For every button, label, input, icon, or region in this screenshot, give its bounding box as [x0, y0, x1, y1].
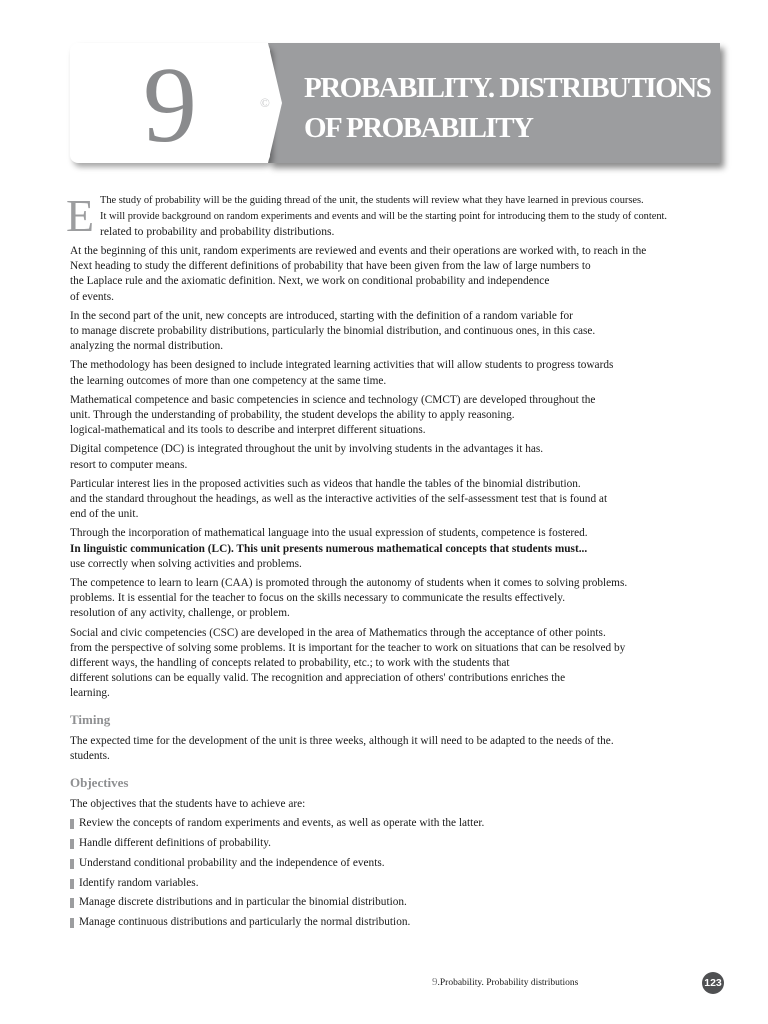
- page-number-badge: 123: [702, 972, 724, 994]
- text-line: the Laplace rule and the axiomatic definition. Next, we work on conditional probability and independence: [70, 275, 550, 288]
- objective-text: Review the concepts of random experiments and events, as well as operate with the latter.: [79, 817, 485, 830]
- chapter-number: 9: [143, 46, 197, 165]
- text-line: of events.: [70, 290, 114, 303]
- text-line: students.: [70, 749, 110, 762]
- intro-line: It will provide background on random experiments and events and will be the starting point for introducing them to the study of content.: [100, 210, 668, 222]
- text-line: end of the unit.: [70, 508, 139, 521]
- objective-item: [70, 836, 726, 851]
- timing-paragraph: [70, 734, 726, 764]
- intro-line: related to probability and probability distributions.: [100, 225, 335, 238]
- text-line: the learning outcomes of more than one competency at the same time.: [70, 374, 387, 387]
- text-line: Particular interest lies in the proposed activities such as videos that handle the tables of the binomial distribution.: [70, 477, 581, 490]
- text-line: different ways, the handling of concepts related to probability, etc.; to work with the students that: [70, 657, 510, 670]
- text-line: unit. Through the understanding of probability, the student develops the ability to apply reasoning.: [70, 409, 515, 422]
- text-line: use correctly when solving activities and problems.: [70, 557, 302, 570]
- drop-cap: E: [66, 190, 95, 241]
- text-line: Next heading to study the different definitions of probability that have been given from the law of large numbers to: [70, 260, 591, 273]
- bullet-icon: [70, 859, 74, 869]
- body-paragraph: [70, 244, 726, 305]
- main-content: [70, 244, 726, 930]
- text-line: to manage discrete probability distributions, particularly the binomial distribution, and continuous ones, in this case.: [70, 325, 596, 338]
- text-line: logical-mathematical and its tools to describe and interpret different situations.: [70, 424, 426, 437]
- objective-item: [70, 816, 726, 831]
- body-paragraph: [70, 526, 726, 572]
- text-line: In linguistic communication (LC). This unit presents numerous mathematical concepts that students must...: [70, 542, 588, 555]
- objective-text: Handle different definitions of probability.: [79, 837, 271, 850]
- objectives-intro: The objectives that the students have to achieve are:: [70, 798, 306, 811]
- text-line: learning.: [70, 687, 110, 700]
- copyright-icon: ©: [260, 95, 270, 110]
- text-line: At the beginning of this unit, random experiments are reviewed and events and their operations are worked with, to reach in the: [70, 245, 647, 257]
- objectives-heading: Objectives: [70, 775, 129, 791]
- footer-chapter-number: 9: [432, 976, 438, 988]
- timing-heading: Timing: [70, 711, 111, 727]
- bullet-icon: [70, 879, 74, 889]
- bullet-icon: [70, 898, 74, 908]
- text-line: Digital competence (DC) is integrated throughout the unit by involving students in the advantages it has.: [70, 443, 544, 456]
- objective-item: [70, 876, 726, 891]
- text-line: and the standard throughout the headings, as well as the interactive activities of the self-assessment test that is found at: [70, 493, 608, 506]
- bullet-icon: [70, 819, 74, 829]
- chapter-title: [304, 68, 711, 148]
- objective-item: [70, 856, 726, 871]
- body-paragraph: [70, 309, 726, 355]
- objective-text: Identify random variables.: [79, 876, 199, 889]
- intro-line: The study of probability will be the guiding thread of the unit, the students will review what they have learned in previous courses.: [100, 195, 644, 206]
- footer-title-text: .Probability. Probability distributions: [437, 978, 579, 988]
- objective-text: Manage continuous distributions and particularly the normal distribution.: [79, 916, 411, 929]
- text-line: problems. It is essential for the teacher to focus on the skills necessary to communicate the results effectively.: [70, 592, 566, 605]
- text-line: Mathematical competence and basic competencies in science and technology (CMCT) are developed throughout the: [70, 393, 596, 406]
- text-line: analyzing the normal distribution.: [70, 340, 224, 353]
- objective-text: Manage discrete distributions and in particular the binomial distribution.: [79, 896, 407, 909]
- text-line: Through the incorporation of mathematical language into the usual expression of students, competence is fostered.: [70, 527, 588, 540]
- text-line: different solutions can be equally valid. The recognition and appreciation of others' contributions enriches the: [70, 672, 566, 685]
- body-paragraph: [70, 393, 726, 439]
- text-line: resolution of any activity, challenge, or problem.: [70, 607, 290, 620]
- objective-item: [70, 915, 726, 930]
- objective-text: Understand conditional probability and the independence of events.: [79, 856, 385, 869]
- bullet-icon: [70, 918, 74, 928]
- body-paragraph: [70, 442, 726, 472]
- footer-running-title: [432, 976, 578, 989]
- body-paragraph: [70, 626, 726, 702]
- text-line: The methodology has been designed to include integrated learning activities that will allow students to progress towards: [70, 359, 614, 372]
- body-paragraph: [70, 477, 726, 523]
- intro-paragraph: [100, 193, 730, 240]
- text-line: from the perspective of solving some problems. It is important for the teacher to work on situations that can be resolved by: [70, 641, 626, 654]
- text-line: The competence to learn to learn (CAA) is promoted through the autonomy of students when it comes to solving problems.: [70, 577, 628, 590]
- text-line: In the second part of the unit, new concepts are introduced, starting with the definition of a random variable for: [70, 309, 573, 322]
- text-line: resort to computer means.: [70, 458, 188, 471]
- text-line: Social and civic competencies (CSC) are developed in the area of Mathematics through the acceptance of other points.: [70, 626, 606, 639]
- chapter-title-line: PROBABILITY. DISTRIBUTIONS: [304, 72, 711, 104]
- body-paragraph: [70, 358, 726, 388]
- objective-item: [70, 895, 726, 910]
- chapter-title-line: OF PROBABILITY: [304, 112, 533, 144]
- body-paragraph: [70, 576, 726, 622]
- text-line: The expected time for the development of the unit is three weeks, although it will need to be adapted to the needs of the.: [70, 734, 614, 747]
- bullet-icon: [70, 839, 74, 849]
